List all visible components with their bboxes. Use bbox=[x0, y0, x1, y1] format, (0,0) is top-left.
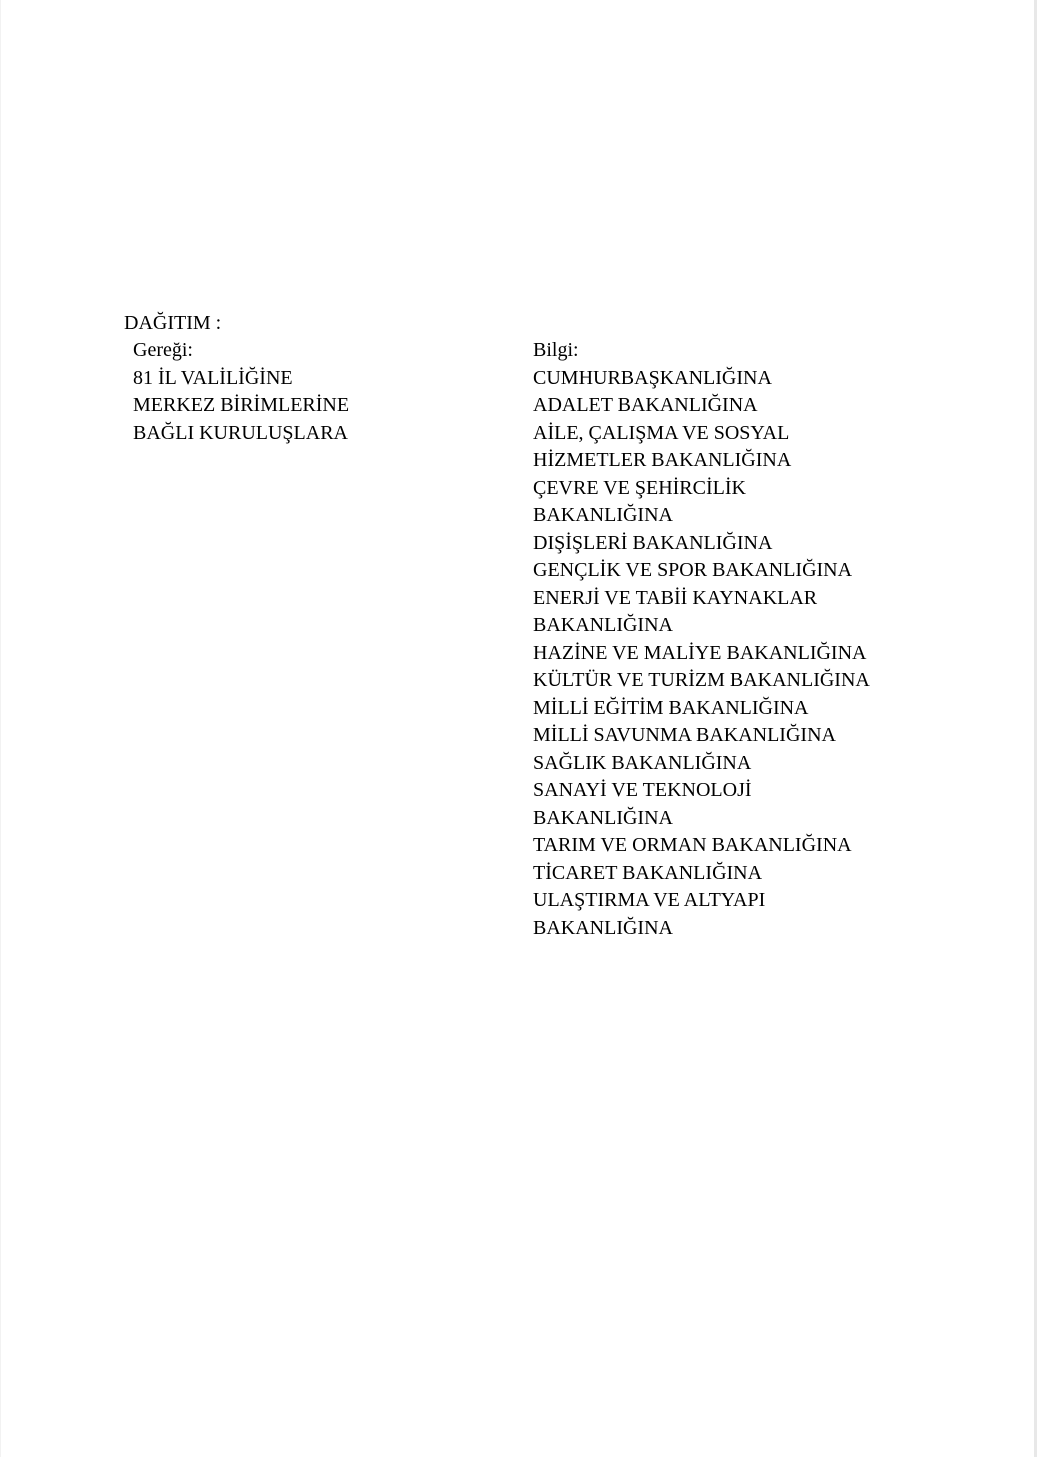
info-recipients-column bbox=[533, 337, 973, 942]
info-recipient: BAKANLIĞINA bbox=[533, 614, 673, 636]
info-recipient: SANAYİ VE TEKNOLOJİ bbox=[533, 779, 752, 801]
info-recipient: SAĞLIK BAKANLIĞINA bbox=[533, 751, 752, 774]
info-recipient: MİLLİ SAVUNMA BAKANLIĞINA bbox=[533, 724, 836, 746]
info-recipient: ÇEVRE VE ŞEHİRCİLİK bbox=[533, 476, 746, 499]
distribution-heading: DAĞITIM : bbox=[124, 312, 222, 334]
info-recipient: MİLLİ EĞİTİM BAKANLIĞINA bbox=[533, 696, 809, 719]
action-label: Gereği: bbox=[133, 339, 193, 361]
info-recipient: HİZMETLER BAKANLIĞINA bbox=[533, 449, 792, 471]
info-recipient: BAKANLIĞINA bbox=[533, 504, 673, 526]
info-recipient: TİCARET BAKANLIĞINA bbox=[533, 861, 763, 884]
info-recipient: ENERJİ VE TABİİ KAYNAKLAR bbox=[533, 586, 818, 609]
info-recipient: BAKANLIĞINA bbox=[533, 806, 673, 829]
info-recipient: HAZİNE VE MALİYE BAKANLIĞINA bbox=[533, 641, 867, 664]
action-recipient: BAĞLI KURULUŞLARA bbox=[133, 421, 348, 444]
action-recipient: 81 İL VALİLİĞİNE bbox=[133, 366, 293, 389]
info-recipient: DIŞİŞLERİ BAKANLIĞINA bbox=[533, 531, 773, 554]
info-recipient: AİLE, ÇALIŞMA VE SOSYAL bbox=[533, 421, 790, 444]
action-recipient: MERKEZ BİRİMLERİNE bbox=[133, 394, 350, 416]
info-recipient: ULAŞTIRMA VE ALTYAPI bbox=[533, 889, 766, 911]
info-recipient: GENÇLİK VE SPOR BAKANLIĞINA bbox=[533, 559, 853, 581]
info-label: Bilgi: bbox=[533, 339, 579, 361]
action-recipients-column bbox=[133, 337, 493, 447]
info-recipient: CUMHURBAŞKANLIĞINA bbox=[533, 366, 772, 389]
info-recipient: TARIM VE ORMAN BAKANLIĞINA bbox=[533, 834, 852, 856]
info-recipient: BAKANLIĞINA bbox=[533, 916, 673, 939]
info-recipient: ADALET BAKANLIĞINA bbox=[533, 394, 758, 416]
page-left-edge bbox=[0, 0, 1, 1457]
info-recipient: KÜLTÜR VE TURİZM BAKANLIĞINA bbox=[533, 669, 870, 691]
